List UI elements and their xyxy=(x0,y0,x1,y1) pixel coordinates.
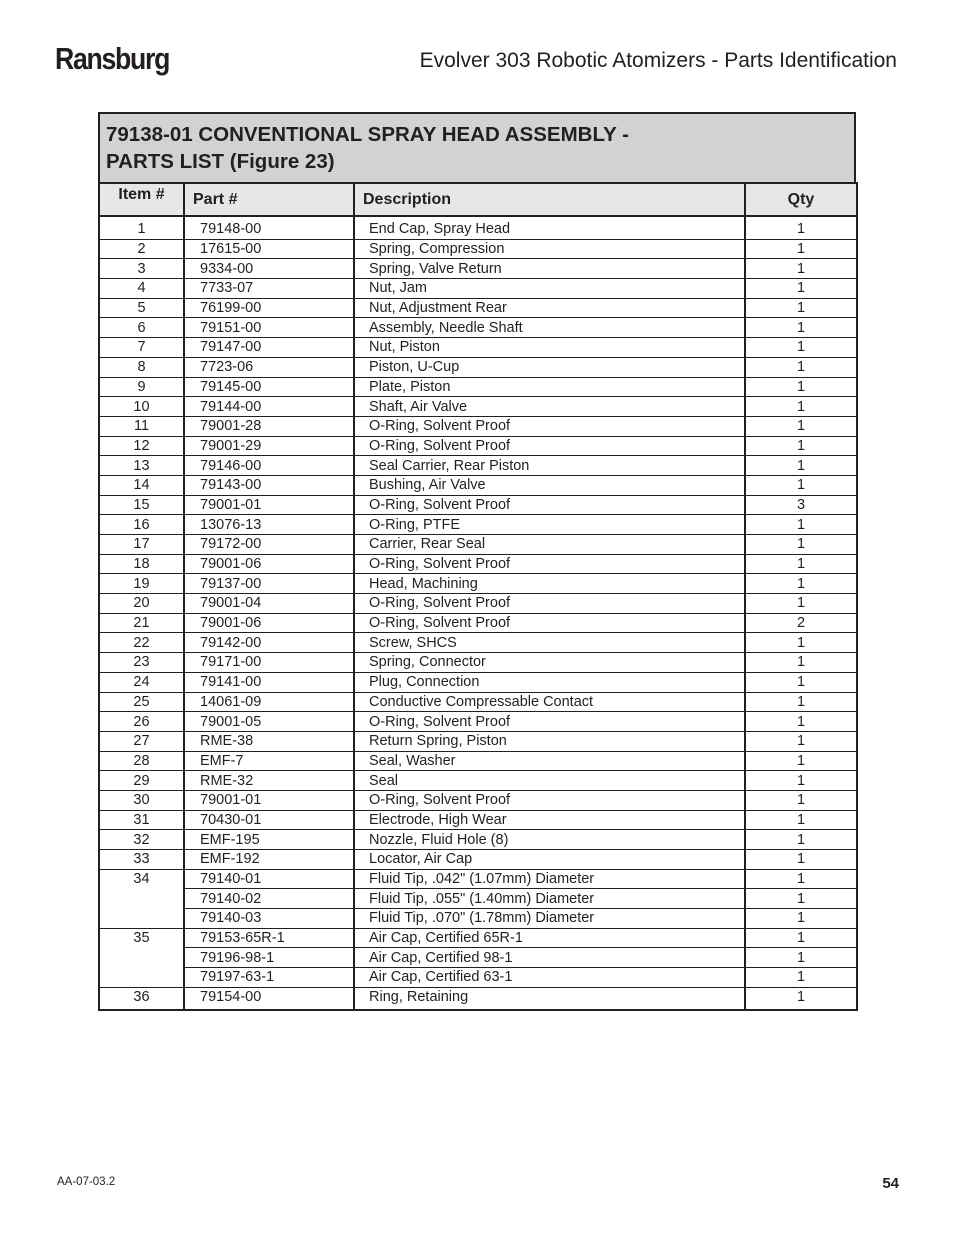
cell-quantity: 1 xyxy=(745,475,857,495)
cell-quantity: 1 xyxy=(745,594,857,614)
cell-item-number: 5 xyxy=(99,298,184,318)
cell-part-number: 79001-06 xyxy=(184,613,354,633)
table-row xyxy=(99,416,857,436)
cell-quantity: 1 xyxy=(745,692,857,712)
cell-part-number: 79137-00 xyxy=(184,574,354,594)
cell-part-number: 7733-07 xyxy=(184,279,354,299)
cell-quantity: 1 xyxy=(745,968,857,988)
table-row xyxy=(99,653,857,673)
table-row xyxy=(99,830,857,850)
parts-list-table-container xyxy=(98,112,856,1011)
cell-description: Assembly, Needle Shaft xyxy=(354,318,745,338)
table-row xyxy=(99,771,857,791)
cell-part-number: 70430-01 xyxy=(184,810,354,830)
cell-description: Plate, Piston xyxy=(354,377,745,397)
cell-part-number: 79001-28 xyxy=(184,416,354,436)
cell-part-number: 79001-06 xyxy=(184,554,354,574)
cell-description: Electrode, High Wear xyxy=(354,810,745,830)
cell-description: Air Cap, Certified 98-1 xyxy=(354,948,745,968)
table-row xyxy=(99,968,857,988)
cell-description: O-Ring, Solvent Proof xyxy=(354,790,745,810)
cell-quantity: 1 xyxy=(745,377,857,397)
cell-description: Air Cap, Certified 63-1 xyxy=(354,968,745,988)
cell-part-number: 79172-00 xyxy=(184,535,354,555)
table-row xyxy=(99,298,857,318)
cell-description: Fluid Tip, .055" (1.40mm) Diameter xyxy=(354,889,745,909)
cell-item-number: 12 xyxy=(99,436,184,456)
cell-item-number: 1 xyxy=(99,216,184,239)
cell-quantity: 1 xyxy=(745,948,857,968)
cell-part-number: 79196-98-1 xyxy=(184,948,354,968)
cell-quantity: 1 xyxy=(745,751,857,771)
column-header-description: Description xyxy=(354,183,745,216)
cell-part-number: 79140-01 xyxy=(184,869,354,889)
document-code: AA-07-03.2 xyxy=(57,1176,116,1188)
cell-quantity: 1 xyxy=(745,909,857,929)
table-row xyxy=(99,889,857,909)
cell-item-number: 9 xyxy=(99,377,184,397)
cell-item-number: 23 xyxy=(99,653,184,673)
cell-quantity: 1 xyxy=(745,633,857,653)
table-row xyxy=(99,357,857,377)
document-title: Evolver 303 Robotic Atomizers - Parts Identification xyxy=(419,49,897,72)
table-row xyxy=(99,216,857,239)
cell-item-number: 4 xyxy=(99,279,184,299)
cell-part-number: 79001-05 xyxy=(184,712,354,732)
cell-item-number: 3 xyxy=(99,259,184,279)
cell-description: Seal Carrier, Rear Piston xyxy=(354,456,745,476)
table-row xyxy=(99,692,857,712)
cell-part-number: 79171-00 xyxy=(184,653,354,673)
cell-quantity: 1 xyxy=(745,259,857,279)
cell-quantity: 1 xyxy=(745,216,857,239)
table-row xyxy=(99,987,857,1009)
cell-description: Seal xyxy=(354,771,745,791)
table-row xyxy=(99,633,857,653)
table-row xyxy=(99,928,857,948)
cell-item-number xyxy=(99,968,184,988)
cell-quantity: 3 xyxy=(745,495,857,515)
cell-item-number: 33 xyxy=(99,850,184,870)
cell-part-number: 79153-65R-1 xyxy=(184,928,354,948)
cell-part-number: 79001-01 xyxy=(184,790,354,810)
cell-part-number: 79147-00 xyxy=(184,338,354,358)
cell-quantity: 1 xyxy=(745,456,857,476)
cell-quantity: 1 xyxy=(745,416,857,436)
cell-quantity: 1 xyxy=(745,731,857,751)
table-row xyxy=(99,436,857,456)
cell-part-number: 13076-13 xyxy=(184,515,354,535)
cell-part-number: 79001-29 xyxy=(184,436,354,456)
cell-description: O-Ring, Solvent Proof xyxy=(354,613,745,633)
cell-part-number: 79001-04 xyxy=(184,594,354,614)
table-row xyxy=(99,377,857,397)
cell-item-number: 21 xyxy=(99,613,184,633)
table-row xyxy=(99,751,857,771)
cell-description: Plug, Connection xyxy=(354,672,745,692)
cell-item-number: 24 xyxy=(99,672,184,692)
cell-quantity: 1 xyxy=(745,771,857,791)
table-row xyxy=(99,515,857,535)
parts-list-table xyxy=(98,182,858,1011)
cell-item-number: 30 xyxy=(99,790,184,810)
cell-quantity: 2 xyxy=(745,613,857,633)
cell-description: Nozzle, Fluid Hole (8) xyxy=(354,830,745,850)
cell-quantity: 1 xyxy=(745,318,857,338)
cell-part-number: 76199-00 xyxy=(184,298,354,318)
table-row xyxy=(99,712,857,732)
cell-item-number: 20 xyxy=(99,594,184,614)
table-title-banner xyxy=(98,112,856,182)
cell-part-number: 79140-02 xyxy=(184,889,354,909)
cell-quantity: 1 xyxy=(745,869,857,889)
column-header-part: Part # xyxy=(184,183,354,216)
cell-description: Shaft, Air Valve xyxy=(354,397,745,417)
table-row xyxy=(99,790,857,810)
cell-item-number: 22 xyxy=(99,633,184,653)
cell-item-number: 18 xyxy=(99,554,184,574)
cell-quantity: 1 xyxy=(745,928,857,948)
cell-item-number: 34 xyxy=(99,869,184,889)
cell-part-number: 79140-03 xyxy=(184,909,354,929)
cell-description: O-Ring, Solvent Proof xyxy=(354,495,745,515)
table-row xyxy=(99,613,857,633)
cell-description: O-Ring, Solvent Proof xyxy=(354,436,745,456)
cell-description: O-Ring, Solvent Proof xyxy=(354,712,745,732)
cell-quantity: 1 xyxy=(745,712,857,732)
page-number: 54 xyxy=(882,1175,899,1192)
cell-quantity: 1 xyxy=(745,397,857,417)
cell-description: Head, Machining xyxy=(354,574,745,594)
cell-item-number: 16 xyxy=(99,515,184,535)
cell-item-number: 25 xyxy=(99,692,184,712)
cell-item-number: 27 xyxy=(99,731,184,751)
cell-description: Spring, Valve Return xyxy=(354,259,745,279)
cell-quantity: 1 xyxy=(745,436,857,456)
table-row xyxy=(99,850,857,870)
cell-part-number: 79151-00 xyxy=(184,318,354,338)
cell-description: Locator, Air Cap xyxy=(354,850,745,870)
cell-description: Seal, Washer xyxy=(354,751,745,771)
table-row xyxy=(99,456,857,476)
table-row xyxy=(99,554,857,574)
cell-description: O-Ring, PTFE xyxy=(354,515,745,535)
cell-item-number: 13 xyxy=(99,456,184,476)
cell-item-number: 35 xyxy=(99,928,184,948)
table-row xyxy=(99,574,857,594)
cell-item-number: 28 xyxy=(99,751,184,771)
cell-quantity: 1 xyxy=(745,239,857,259)
table-row xyxy=(99,259,857,279)
cell-part-number: 7723-06 xyxy=(184,357,354,377)
cell-description: Carrier, Rear Seal xyxy=(354,535,745,555)
cell-quantity: 1 xyxy=(745,574,857,594)
table-row xyxy=(99,731,857,751)
cell-description: O-Ring, Solvent Proof xyxy=(354,594,745,614)
cell-quantity: 1 xyxy=(745,554,857,574)
table-row xyxy=(99,495,857,515)
table-row xyxy=(99,397,857,417)
table-row xyxy=(99,535,857,555)
cell-part-number: 79141-00 xyxy=(184,672,354,692)
cell-item-number xyxy=(99,909,184,929)
cell-part-number: 14061-09 xyxy=(184,692,354,712)
cell-item-number: 29 xyxy=(99,771,184,791)
table-body xyxy=(99,216,857,1010)
cell-item-number: 7 xyxy=(99,338,184,358)
table-row xyxy=(99,239,857,259)
cell-quantity: 1 xyxy=(745,535,857,555)
cell-part-number: 79148-00 xyxy=(184,216,354,239)
cell-description: Spring, Compression xyxy=(354,239,745,259)
cell-item-number: 32 xyxy=(99,830,184,850)
table-row xyxy=(99,672,857,692)
brand-logo: Ransburg xyxy=(55,41,170,76)
cell-part-number: EMF-192 xyxy=(184,850,354,870)
table-title-line-2: PARTS LIST (Figure 23) xyxy=(106,150,335,173)
cell-part-number: 17615-00 xyxy=(184,239,354,259)
cell-quantity: 1 xyxy=(745,653,857,673)
cell-item-number: 31 xyxy=(99,810,184,830)
table-row xyxy=(99,948,857,968)
cell-quantity: 1 xyxy=(745,850,857,870)
table-header-row xyxy=(99,183,857,216)
cell-item-number: 15 xyxy=(99,495,184,515)
table-row xyxy=(99,318,857,338)
cell-part-number: 79154-00 xyxy=(184,987,354,1009)
cell-part-number: 79145-00 xyxy=(184,377,354,397)
table-title-line-1: 79138-01 CONVENTIONAL SPRAY HEAD ASSEMBLY - xyxy=(106,123,629,146)
cell-description: O-Ring, Solvent Proof xyxy=(354,416,745,436)
column-header-item: Item # xyxy=(99,183,184,216)
cell-quantity: 1 xyxy=(745,830,857,850)
table-row xyxy=(99,338,857,358)
cell-part-number: 79143-00 xyxy=(184,475,354,495)
cell-description: Conductive Compressable Contact xyxy=(354,692,745,712)
cell-part-number: EMF-195 xyxy=(184,830,354,850)
cell-quantity: 1 xyxy=(745,357,857,377)
cell-part-number: 79142-00 xyxy=(184,633,354,653)
cell-quantity: 1 xyxy=(745,279,857,299)
cell-description: O-Ring, Solvent Proof xyxy=(354,554,745,574)
table-row xyxy=(99,869,857,889)
cell-item-number: 11 xyxy=(99,416,184,436)
cell-quantity: 1 xyxy=(745,338,857,358)
cell-quantity: 1 xyxy=(745,298,857,318)
cell-description: Fluid Tip, .042" (1.07mm) Diameter xyxy=(354,869,745,889)
cell-description: Bushing, Air Valve xyxy=(354,475,745,495)
cell-quantity: 1 xyxy=(745,889,857,909)
table-row xyxy=(99,475,857,495)
cell-description: End Cap, Spray Head xyxy=(354,216,745,239)
cell-description: Spring, Connector xyxy=(354,653,745,673)
cell-description: Nut, Jam xyxy=(354,279,745,299)
cell-description: Screw, SHCS xyxy=(354,633,745,653)
table-row xyxy=(99,909,857,929)
cell-item-number: 26 xyxy=(99,712,184,732)
cell-part-number: RME-38 xyxy=(184,731,354,751)
cell-description: Piston, U-Cup xyxy=(354,357,745,377)
cell-item-number: 8 xyxy=(99,357,184,377)
cell-item-number: 10 xyxy=(99,397,184,417)
cell-quantity: 1 xyxy=(745,672,857,692)
cell-item-number xyxy=(99,889,184,909)
cell-part-number: RME-32 xyxy=(184,771,354,791)
cell-item-number: 14 xyxy=(99,475,184,495)
cell-quantity: 1 xyxy=(745,987,857,1009)
column-header-qty: Qty xyxy=(745,183,857,216)
cell-part-number: 79144-00 xyxy=(184,397,354,417)
table-row xyxy=(99,810,857,830)
cell-item-number: 6 xyxy=(99,318,184,338)
table-row xyxy=(99,279,857,299)
cell-part-number: 79197-63-1 xyxy=(184,968,354,988)
cell-item-number: 19 xyxy=(99,574,184,594)
cell-part-number: 79001-01 xyxy=(184,495,354,515)
cell-quantity: 1 xyxy=(745,515,857,535)
cell-quantity: 1 xyxy=(745,810,857,830)
cell-description: Air Cap, Certified 65R-1 xyxy=(354,928,745,948)
cell-item-number: 2 xyxy=(99,239,184,259)
cell-part-number: 79146-00 xyxy=(184,456,354,476)
cell-part-number: 9334-00 xyxy=(184,259,354,279)
cell-description: Ring, Retaining xyxy=(354,987,745,1009)
table-row xyxy=(99,594,857,614)
cell-description: Nut, Piston xyxy=(354,338,745,358)
cell-description: Nut, Adjustment Rear xyxy=(354,298,745,318)
cell-description: Fluid Tip, .070" (1.78mm) Diameter xyxy=(354,909,745,929)
cell-item-number xyxy=(99,948,184,968)
cell-item-number: 17 xyxy=(99,535,184,555)
cell-item-number: 36 xyxy=(99,987,184,1009)
cell-description: Return Spring, Piston xyxy=(354,731,745,751)
cell-quantity: 1 xyxy=(745,790,857,810)
cell-part-number: EMF-7 xyxy=(184,751,354,771)
